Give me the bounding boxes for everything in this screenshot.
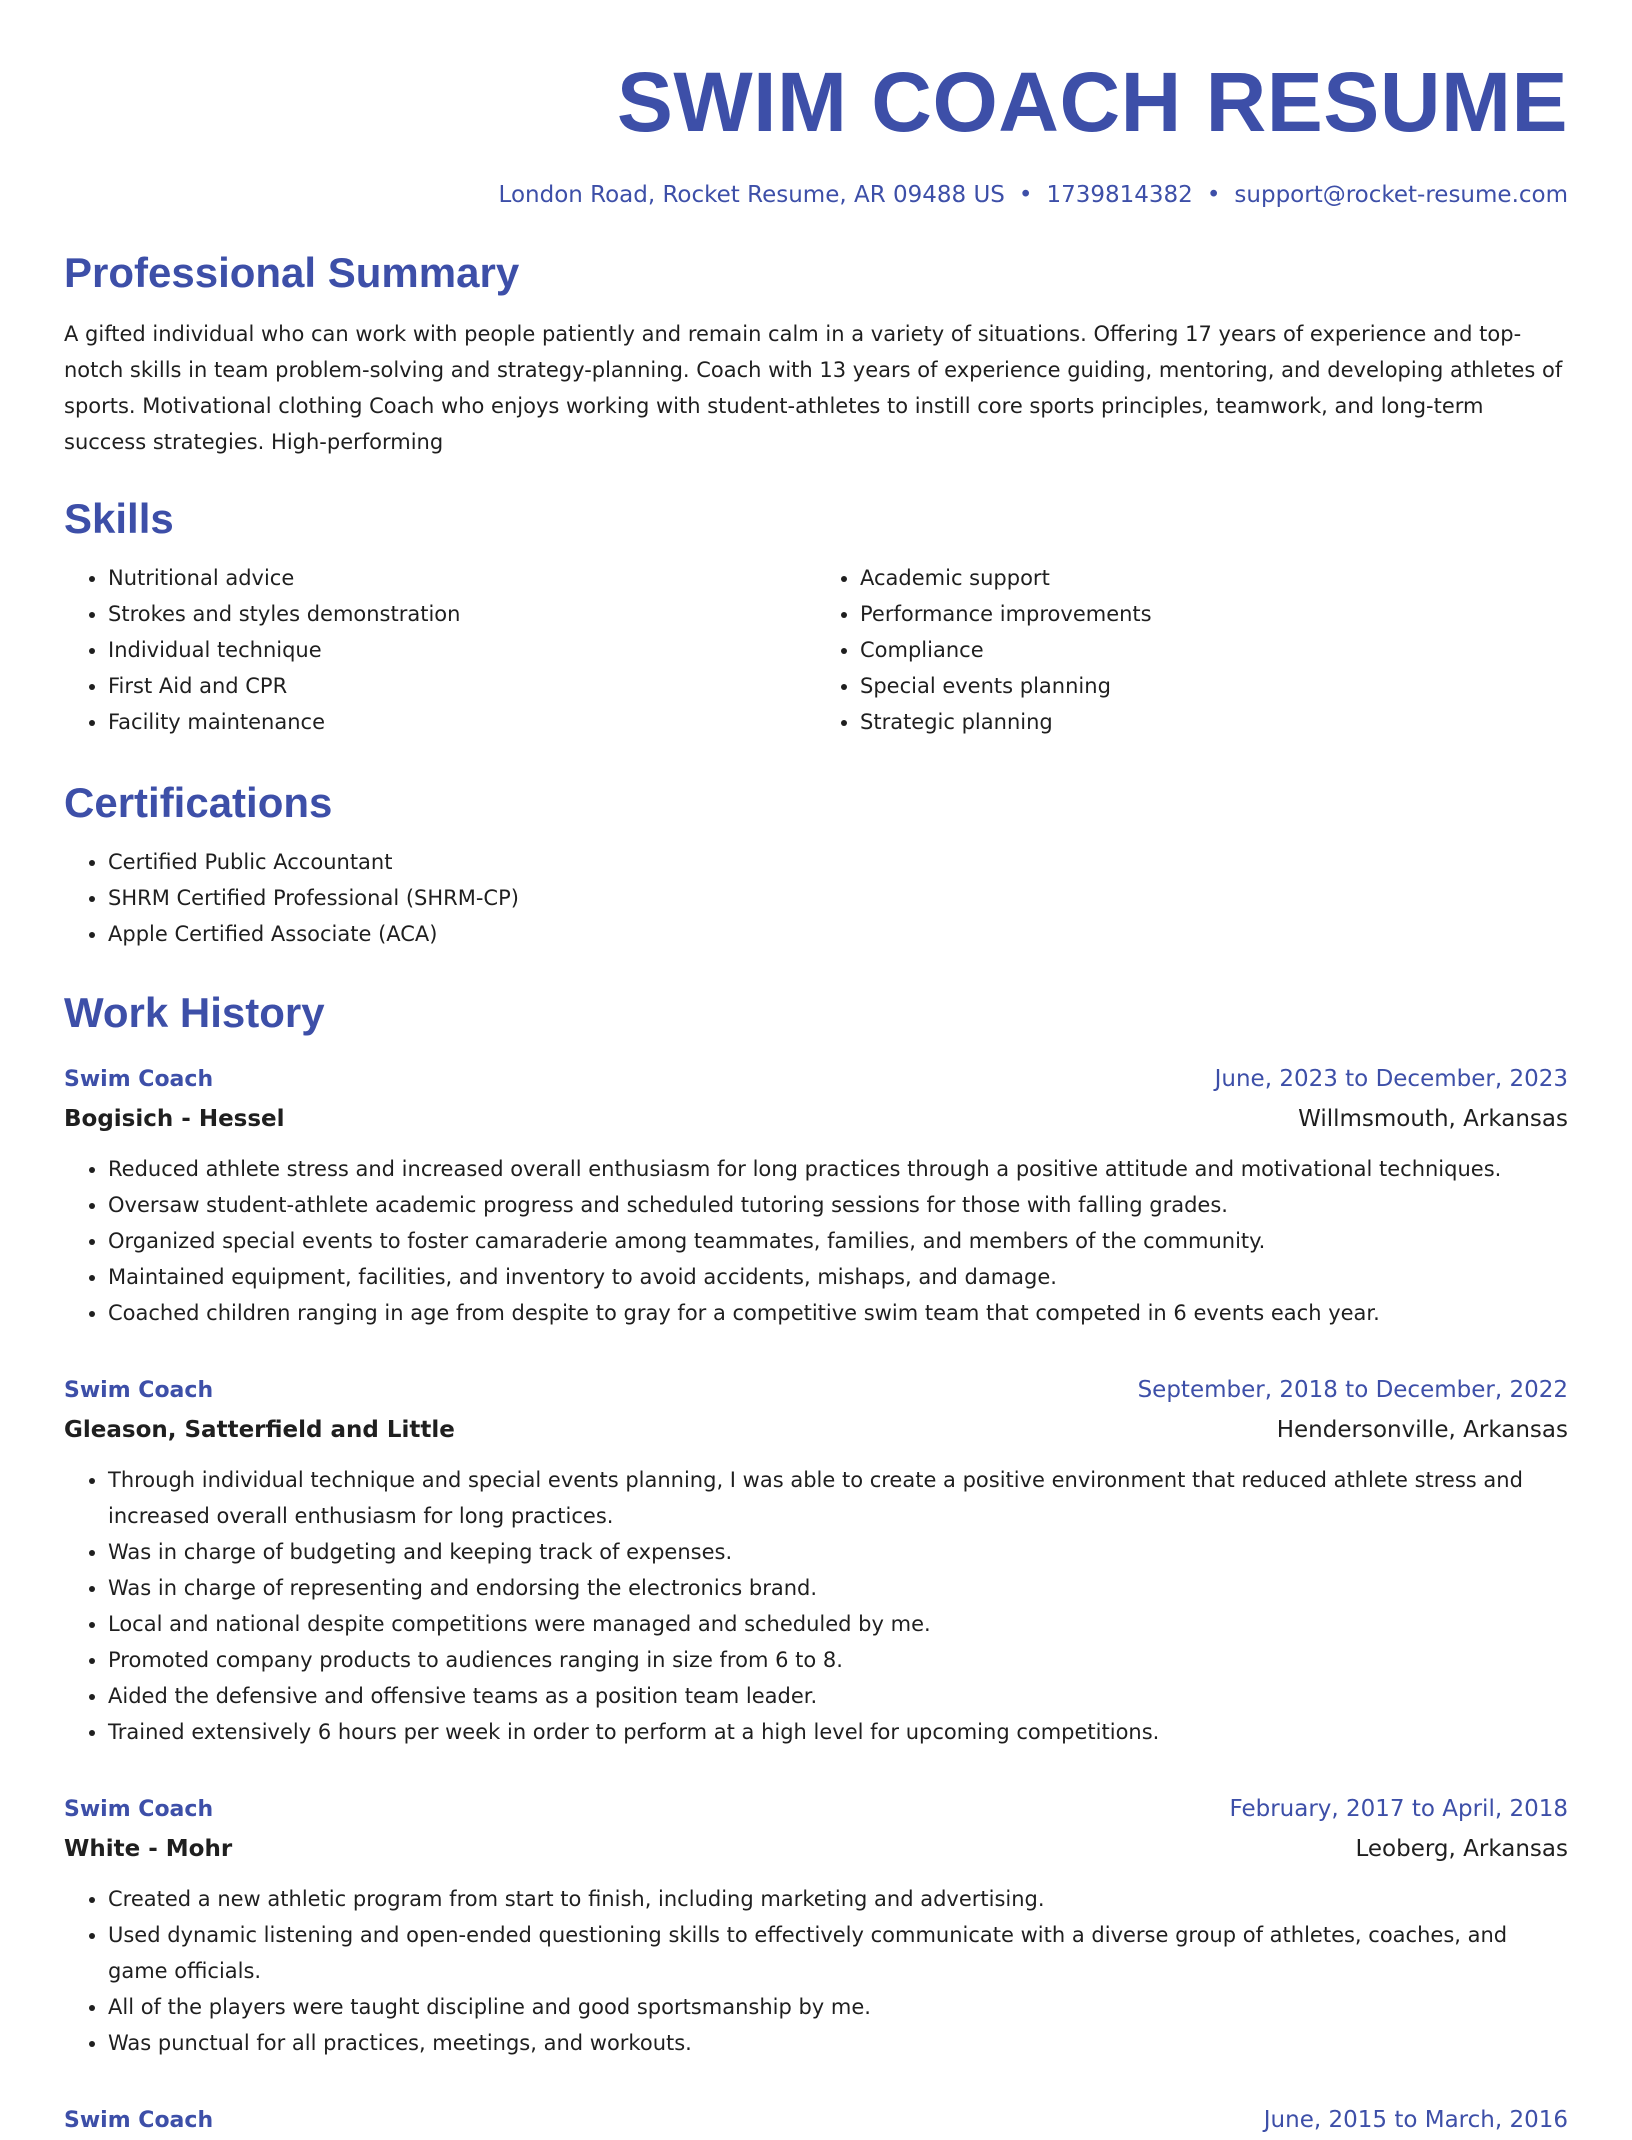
job-bullet: • Maintained equipment, facilities, and inventory to avoid accidents, mishaps, and damage. xyxy=(108,1259,1568,1295)
skills-list-right xyxy=(816,560,1568,740)
job-bullet: • Oversaw student-athlete academic progress and scheduled tutoring sessions for those with falling grades. xyxy=(108,1187,1568,1223)
contact-address: London Road, Rocket Resume, AR 09488 US xyxy=(498,182,1005,208)
job-location: Leoberg, Arkansas xyxy=(1355,1836,1568,1862)
job-entry xyxy=(64,1060,1568,1331)
skills-list-left xyxy=(64,560,816,740)
skill-item: • Facility maintenance xyxy=(108,704,816,740)
job-bullet: • Was in charge of representing and endorsing the electronics brand. xyxy=(108,1570,1568,1606)
job-bullet: • Coached children ranging in age from despite to gray for a competitive swim team that competed in 6 events each year. xyxy=(108,1295,1568,1331)
resume-page xyxy=(64,0,1568,2140)
job-title: Swim Coach xyxy=(64,1797,214,1822)
job-title: Swim Coach xyxy=(64,2108,214,2133)
job-bullet: • Organized special events to foster camaraderie among teammates, families, and members of the community. xyxy=(108,1223,1568,1259)
certification-item: • SHRM Certified Professional (SHRM-CP) xyxy=(108,880,1568,916)
job-company-row xyxy=(64,1410,1568,1450)
job-company: White - Mohr xyxy=(64,1836,233,1862)
skill-item: • Strategic planning xyxy=(860,704,1568,740)
job-header xyxy=(64,1060,1568,1099)
skill-item: • Performance improvements xyxy=(860,596,1568,632)
job-header xyxy=(64,1371,1568,1410)
contact-separator: • xyxy=(1018,182,1033,208)
job-dates: June, 2015 to March, 2016 xyxy=(1263,2107,1568,2133)
job-bullet: • Reduced athlete stress and increased overall enthusiasm for long practices through a positive attitude and motivational techniques. xyxy=(108,1151,1568,1187)
job-bullets xyxy=(64,1151,1568,1331)
job-bullet: • Local and national despite competitions were managed and scheduled by me. xyxy=(108,1606,1568,1642)
skills-heading: Skills xyxy=(64,495,174,542)
skill-item: • Special events planning xyxy=(860,668,1568,704)
job-title: Swim Coach xyxy=(64,1067,214,1092)
skill-item: • Individual technique xyxy=(108,632,816,668)
job-bullet: • Trained extensively 6 hours per week in order to perform at a high level for upcoming competitions. xyxy=(108,1714,1568,1750)
job-bullet: • Promoted company products to audiences ranging in size from 6 to 8. xyxy=(108,1642,1568,1678)
certifications-heading: Certifications xyxy=(64,779,333,826)
job-location: Hendersonville, Arkansas xyxy=(1276,1417,1568,1443)
skill-item: • First Aid and CPR xyxy=(108,668,816,704)
job-location: Willmsmouth, Arkansas xyxy=(1298,1106,1568,1132)
job-bullet: • Used dynamic listening and open-ended questioning skills to effectively communicate with a diverse group of athletes, coaches, and game officials. xyxy=(108,1917,1568,1989)
job-entry xyxy=(64,1371,1568,1750)
job-dates: September, 2018 to December, 2022 xyxy=(1137,1377,1568,1403)
contact-phone: 1739814382 xyxy=(1046,182,1193,208)
skill-item: • Nutritional advice xyxy=(108,560,816,596)
job-bullet: • Was punctual for all practices, meetings, and workouts. xyxy=(108,2025,1568,2061)
job-company: Gleason, Satterfield and Little xyxy=(64,1417,455,1443)
skill-item: • Strokes and styles demonstration xyxy=(108,596,816,632)
job-title: Swim Coach xyxy=(64,1378,214,1403)
contact-email[interactable]: support@rocket-resume.com xyxy=(1234,182,1568,208)
contact-line xyxy=(64,180,1568,210)
skill-item: • Compliance xyxy=(860,632,1568,668)
job-company-row xyxy=(64,1099,1568,1139)
job-bullet: • Through individual technique and special events planning, I was able to create a positive environment that reduced athlete stress and increased overall enthusiasm for long practices. xyxy=(108,1462,1568,1534)
skill-item: • Academic support xyxy=(860,560,1568,596)
certification-item: • Certified Public Accountant xyxy=(108,844,1568,880)
job-entry xyxy=(64,1790,1568,2061)
summary-text: A gifted individual who can work with people patiently and remain calm in a variety of situations. Offering 17 years of experience and top-notch skills in team problem-solving and strategy-planning. Coach with 13 years of experience guiding, mentoring, and developing athletes of sports. Motivational clothing Coach who enjoys working with student-athletes to instill core sports principles, teamwork, and long-term success strategies. High-performing xyxy=(64,322,1563,454)
resume-title: SWIM COACH RESUME xyxy=(616,55,1568,149)
job-bullet: • Was in charge of budgeting and keeping track of expenses. xyxy=(108,1534,1568,1570)
job-dates: February, 2017 to April, 2018 xyxy=(1229,1796,1568,1822)
job-bullets xyxy=(64,1462,1568,1750)
job-header xyxy=(64,1790,1568,1829)
summary-heading: Professional Summary xyxy=(64,249,520,296)
job-bullets xyxy=(64,1881,1568,2061)
job-bullet: • Created a new athletic program from start to finish, including marketing and advertising. xyxy=(108,1881,1568,1917)
job-header xyxy=(64,2101,1568,2140)
job-bullet: • Aided the defensive and offensive teams as a position team leader. xyxy=(108,1678,1568,1714)
certifications-list xyxy=(64,844,1568,952)
skills-columns xyxy=(64,560,1568,740)
contact-separator: • xyxy=(1206,182,1221,208)
job-company-row xyxy=(64,1829,1568,1869)
job-company: Bogisich - Hessel xyxy=(64,1106,285,1132)
job-entry xyxy=(64,2101,1568,2140)
certification-item: • Apple Certified Associate (ACA) xyxy=(108,916,1568,952)
work-history-heading: Work History xyxy=(64,989,325,1036)
job-bullet: • All of the players were taught discipline and good sportsmanship by me. xyxy=(108,1989,1568,2025)
job-dates: June, 2023 to December, 2023 xyxy=(1214,1066,1568,1092)
